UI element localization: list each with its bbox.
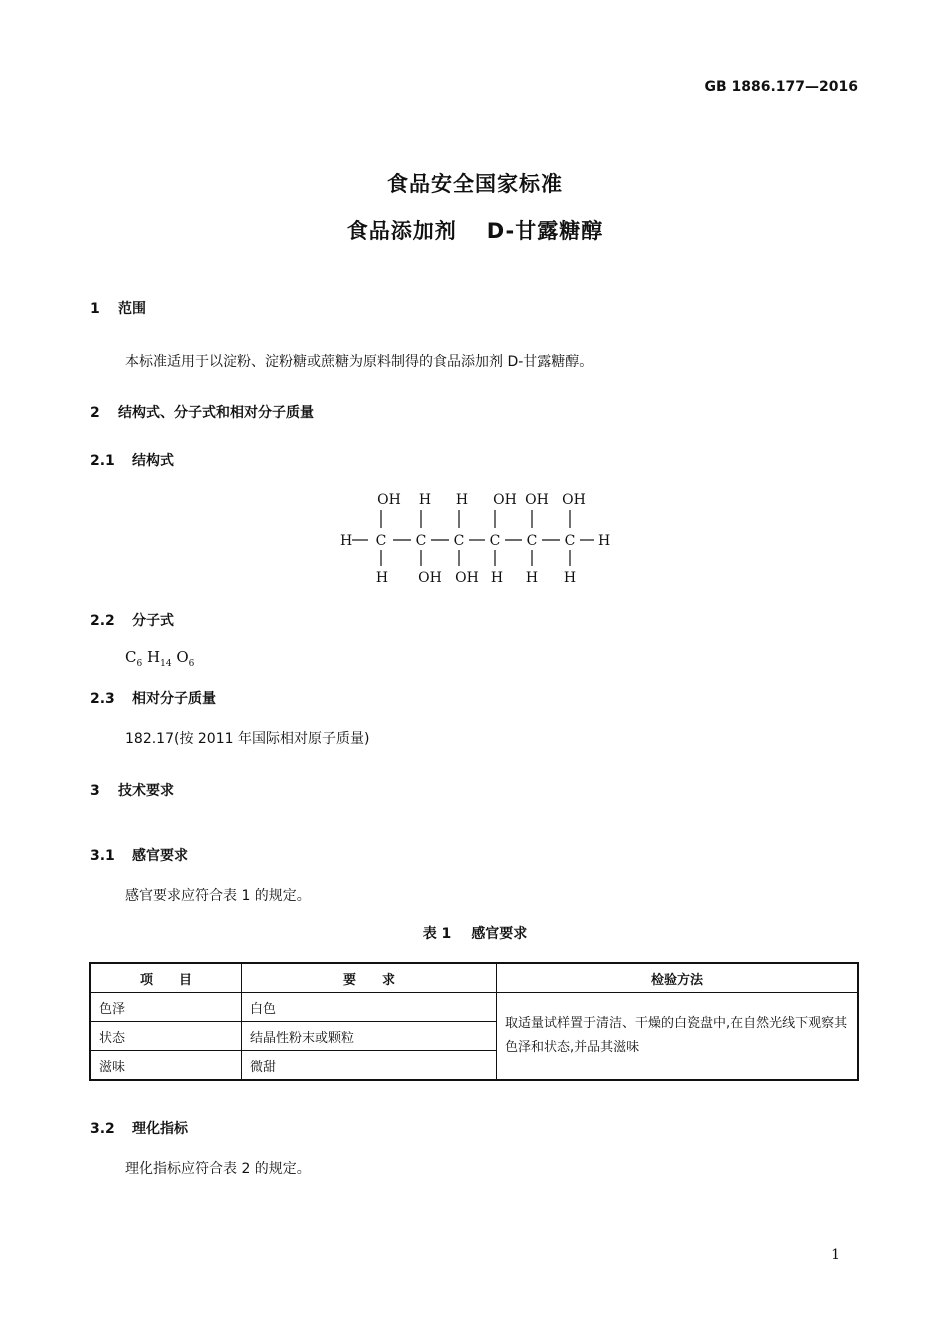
cell-method: 取适量试样置于清洁、干燥的白瓷盘中,在自然光线下观察其色泽和状态,并品其滋味 [497, 993, 859, 1081]
section-2-1-heading [90, 450, 174, 470]
cell-requirement: 微甜 [242, 1051, 497, 1081]
section-title: 结构式、分子式和相对分子质量 [118, 405, 314, 421]
section-2-2-heading [90, 610, 174, 630]
section-number: 2.3 [90, 691, 115, 707]
table-row [90, 993, 858, 1022]
section-1-body: 本标准适用于以淀粉、淀粉糖或蔗糖为原料制得的食品添加剂 D-甘露糖醇。 [125, 354, 594, 370]
struct-bottom-group: H [563, 570, 577, 586]
subtitle-prefix: 食品添加剂 [346, 219, 457, 243]
struct-top-group: H [455, 492, 469, 508]
struct-carbon: C [526, 533, 538, 549]
cell-requirement: 结晶性粉末或颗粒 [242, 1022, 497, 1051]
section-number: 2.1 [90, 453, 115, 469]
table-1-caption [0, 923, 950, 943]
struct-bottom-group: H [375, 570, 389, 586]
subtitle-name: D-甘露糖醇 [486, 219, 604, 243]
section-2-heading [90, 402, 314, 422]
struct-top-group: OH [562, 492, 586, 508]
struct-top-group: OH [525, 492, 549, 508]
cell-item: 状态 [90, 1022, 242, 1051]
struct-end-right: H [598, 533, 611, 549]
struct-end-left: H [340, 533, 353, 549]
table-header-row [90, 963, 858, 993]
struct-carbon: C [375, 533, 387, 549]
section-number: 3 [90, 783, 100, 799]
section-number: 2.2 [90, 613, 115, 629]
section-title: 感官要求 [132, 848, 188, 864]
document-subtitle [0, 215, 950, 245]
cell-item: 色泽 [90, 993, 242, 1022]
section-3-2-body: 理化指标应符合表 2 的规定。 [125, 1161, 311, 1177]
struct-bottom-group: H [525, 570, 539, 586]
page-number: 1 [831, 1247, 840, 1263]
section-2-3-heading [90, 688, 216, 708]
standard-code: GB 1886.177—2016 [704, 79, 858, 95]
section-3-2-heading [90, 1118, 188, 1138]
section-title: 结构式 [132, 453, 174, 469]
struct-carbon: C [415, 533, 427, 549]
structural-formula [335, 488, 625, 588]
document-title: 食品安全国家标准 [387, 172, 563, 196]
section-title: 分子式 [132, 613, 174, 629]
header-requirement: 要 求 [242, 963, 497, 993]
struct-top-group: OH [493, 492, 517, 508]
section-number: 3.1 [90, 848, 115, 864]
cell-requirement: 白色 [242, 993, 497, 1022]
struct-carbon: C [453, 533, 465, 549]
cell-item: 滋味 [90, 1051, 242, 1081]
section-3-1-heading [90, 845, 188, 865]
struct-top-group: H [418, 492, 432, 508]
molecular-formula: $C_6$ $H_{14}$ $O_6$ [125, 648, 195, 669]
struct-bottom-group: OH [418, 570, 442, 586]
section-title: 技术要求 [118, 783, 174, 799]
section-number: 2 [90, 405, 100, 421]
header-method: 检验方法 [497, 963, 859, 993]
section-3-heading [90, 780, 174, 800]
section-3-1-body: 感官要求应符合表 1 的规定。 [125, 888, 311, 904]
section-1-heading [90, 298, 146, 318]
struct-carbon: C [489, 533, 501, 549]
header-item: 项 目 [90, 963, 242, 993]
table-caption-number: 表 1 [422, 926, 452, 942]
table-caption-title: 感官要求 [471, 926, 528, 942]
section-title: 理化指标 [132, 1121, 188, 1137]
section-title: 相对分子质量 [132, 691, 216, 707]
struct-top-group: OH [377, 492, 401, 508]
section-number: 3.2 [90, 1121, 115, 1137]
struct-bottom-group: OH [455, 570, 479, 586]
section-number: 1 [90, 301, 100, 317]
struct-carbon: C [564, 533, 576, 549]
molecular-mass: 182.17(按 2011 年国际相对原子质量) [125, 731, 370, 747]
sensory-requirements-table [89, 962, 859, 1081]
section-title: 范围 [118, 301, 146, 317]
struct-bottom-group: H [490, 570, 504, 586]
